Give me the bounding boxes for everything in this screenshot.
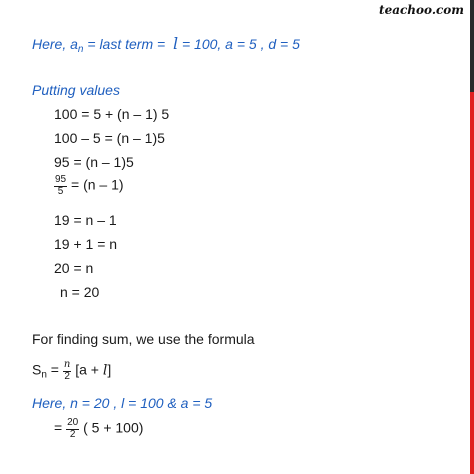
result-line — [54, 418, 143, 440]
given-l-symbol: l — [172, 34, 179, 53]
formula-eq: = — [46, 361, 63, 378]
formula-S: S — [32, 361, 42, 378]
formula-frac-num: n — [63, 359, 71, 370]
formula-rest2: ] — [107, 361, 112, 378]
sum-formula — [32, 360, 111, 382]
substitution-prefix: Here, n = 20 , — [32, 395, 122, 411]
result-frac-den: 2 — [69, 428, 76, 440]
formula-rest1: [a + — [71, 361, 103, 378]
result-frac-num: 20 — [67, 417, 79, 428]
step-line-1: 100 = 5 + (n – 1) 5 — [54, 106, 170, 122]
result-fraction — [66, 418, 79, 440]
putting-values-heading: Putting values — [32, 82, 120, 98]
teachoo-logo: teachoo.com — [379, 3, 464, 17]
fraction-denominator: 5 — [57, 185, 64, 197]
substitution-l: l — [121, 395, 125, 411]
step-line-8: n = 20 — [60, 284, 100, 300]
given-rest1: = last term = — [83, 36, 170, 52]
result-rest: ( 5 + 100) — [79, 419, 144, 436]
formula-subscript: n — [41, 369, 47, 381]
step-line-6: 19 + 1 = n — [54, 236, 118, 252]
formula-frac-den: 2 — [64, 370, 70, 382]
result-eq: = — [54, 419, 67, 436]
given-subscript: n — [77, 44, 84, 55]
side-bar-dark — [470, 0, 474, 92]
substitution-rest: = 100 & a = 5 — [124, 395, 213, 411]
substitution-line — [32, 396, 212, 410]
fraction-numerator: 95 — [55, 174, 67, 185]
step-line-7: 20 = n — [54, 260, 94, 276]
step-line-3: 95 = (n – 1)5 — [54, 154, 134, 170]
given-prefix: Here, a — [32, 36, 78, 52]
sum-intro: For finding sum, we use the formula — [32, 331, 255, 347]
step-line-4 — [54, 175, 124, 197]
step-line-4-rest: = (n – 1) — [67, 176, 124, 193]
step-line-5: 19 = n – 1 — [54, 212, 117, 228]
step-line-2: 100 – 5 = (n – 1)5 — [54, 130, 165, 146]
formula-l-symbol: l — [102, 362, 108, 379]
given-values-line — [32, 36, 300, 55]
side-bar-red — [470, 92, 474, 474]
fraction-95-over-5 — [54, 175, 67, 197]
given-rest2: = 100, a = 5 , d = 5 — [178, 36, 300, 52]
